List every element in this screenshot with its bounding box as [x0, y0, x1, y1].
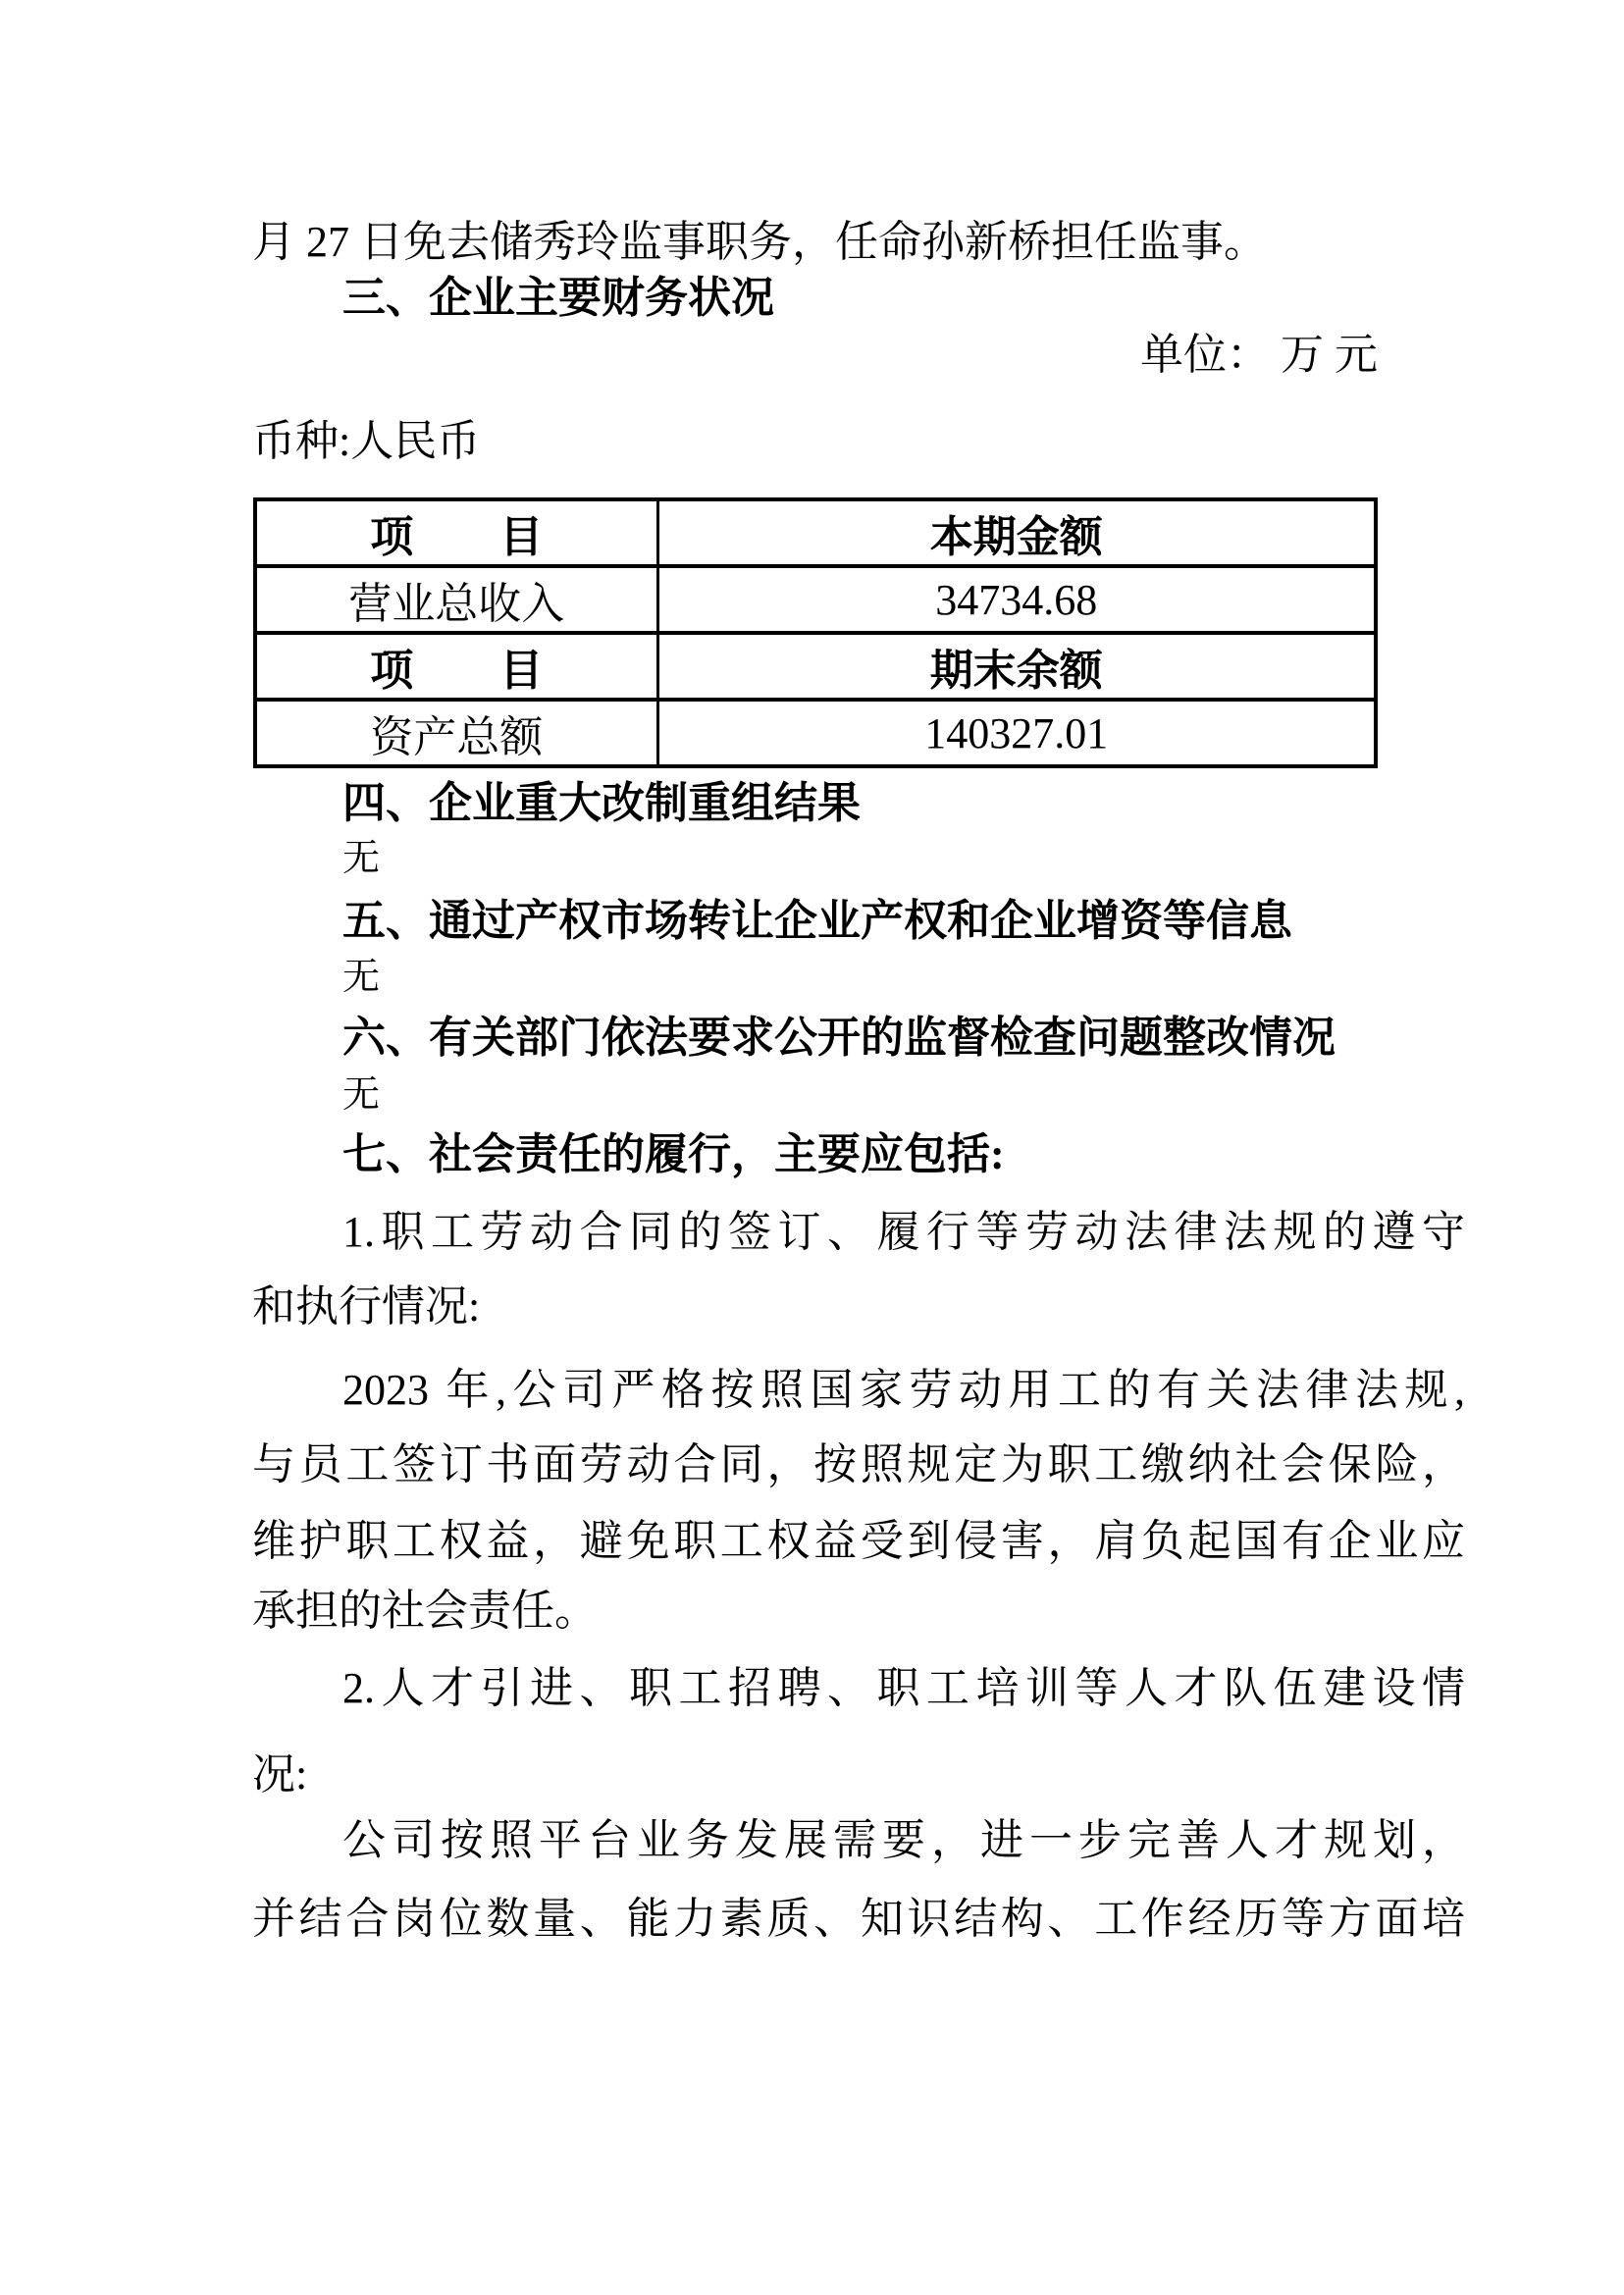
section-five-content: 无: [342, 957, 381, 998]
table-cell-current-amount-header: 本期金额: [657, 499, 1376, 566]
table-cell-total-revenue-value: 34734.68: [657, 566, 1376, 633]
paragraph-line: 2023 年,公司严格按照国家劳动用工的有关法律法规,: [342, 1366, 1465, 1414]
table-cell-item-header-2: 项 目: [255, 633, 657, 700]
table-cell-total-assets-value: 140327.01: [657, 700, 1376, 766]
section-four-content: 无: [342, 838, 381, 879]
paragraph-line: 与员工签订书面劳动合同，按照规定为职工缴纳社会保险，: [252, 1440, 1465, 1488]
unit-note: 单位： 万 元: [1140, 331, 1378, 379]
section-heading-six: 六、有关部门依法要求公开的监督检查问题整改情况: [342, 1014, 1336, 1062]
section-heading-four: 四、企业重大改制重组结果: [342, 779, 861, 827]
table-cell-ending-balance-header: 期末余额: [657, 633, 1376, 700]
currency-note: 币种:人民币: [252, 417, 481, 465]
paragraph-line: 1.职工劳动合同的签订、履行等劳动法律法规的遵守: [342, 1208, 1465, 1256]
table-cell-item-header-1: 项 目: [255, 499, 657, 566]
table-row-header-ending-balance: [255, 633, 1376, 700]
section-heading-five: 五、通过产权市场转让企业产权和企业增资等信息: [342, 897, 1292, 945]
paragraph-line: 承担的社会责任。: [252, 1587, 598, 1635]
table-cell-total-revenue-label: 营业总收入: [255, 566, 657, 633]
paragraph-line: 2.人才引进、职工招聘、职工培训等人才队伍建设情: [342, 1664, 1465, 1712]
table-cell-total-assets-label: 资产总额: [255, 700, 657, 766]
section-heading-three: 三、企业主要财务状况: [342, 274, 774, 322]
intro-line: 月 27 日免去储秀玲监事职务，任命孙新桥担任监事。: [252, 218, 1267, 266]
section-six-content: 无: [342, 1074, 381, 1116]
paragraph-line: 公司按照平台业务发展需要，进一步完善人才规划，: [342, 1816, 1465, 1864]
paragraph-line: 况:: [252, 1750, 308, 1799]
paragraph-line: 并结合岗位数量、能力素质、知识结构、工作经历等方面培: [252, 1895, 1465, 1943]
table-row-total-revenue: [255, 566, 1376, 633]
finance-table: [253, 497, 1378, 768]
section-heading-seven: 七、社会责任的履行，主要应包括:: [342, 1130, 1005, 1178]
table-row-header-current-period: [255, 499, 1376, 566]
table-row-total-assets: [255, 700, 1376, 766]
paragraph-line: 维护职工权益，避免职工权益受到侵害，肩负起国有企业应: [252, 1517, 1465, 1565]
paragraph-line: 和执行情况:: [252, 1282, 481, 1330]
